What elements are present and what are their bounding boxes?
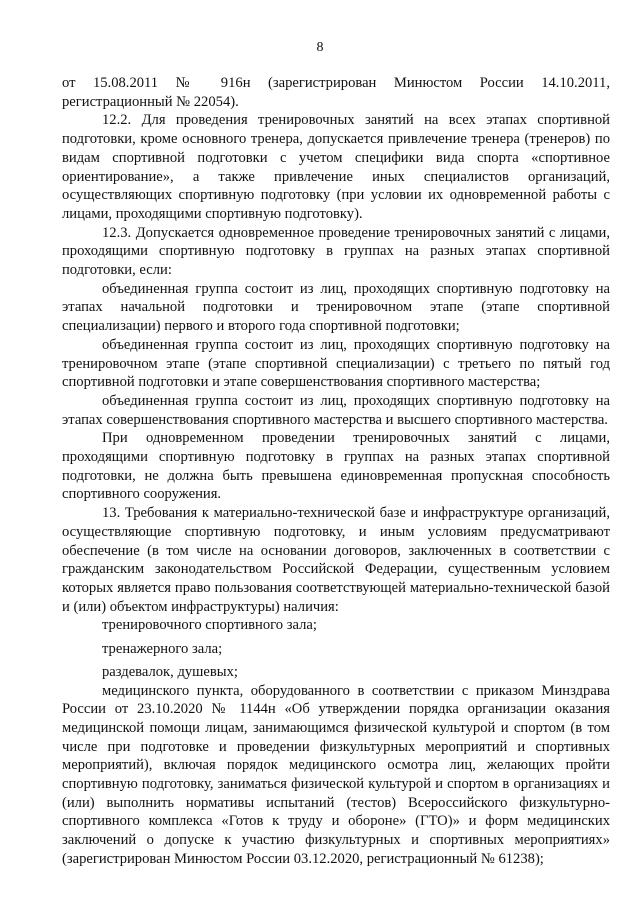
list-item: тренировочного спортивного зала; bbox=[102, 617, 317, 634]
page-number: 8 bbox=[316, 40, 324, 55]
paragraph-combined-group-3: объединенная группа состоит из лиц, проходящих спортивную подготовку на этапах совершенствования спортивного мастерства и высшего спортивного мастерства. bbox=[62, 392, 610, 428]
list-item: раздевалок, душевых; bbox=[102, 663, 238, 680]
facility-list bbox=[62, 616, 610, 681]
paragraph-13: 13. Требования к материально-технической базе и инфраструктуре организаций, осуществляющие спортивную подготовку, и иным условиям предусматривают обеспечение (в том числе на основании договоров, заключенных в соответствии с гражданским законодательством Российской Федерации, существенным условием которых является право пользования соответствующей материально-технической базой и (или) объектом инфраструктуры) наличия: bbox=[62, 505, 610, 615]
paragraph-12-3: 12.3. Допускается одновременное проведение тренировочных занятий с лицами, проходящими спортивную подготовку в группах на разных этапах спортивной подготовки, если: bbox=[62, 224, 610, 279]
paragraph-medical-point: медицинского пункта, оборудованного в соответствии с приказом Минздрава России от 23.10.2020 № 1144н «Об утверждении порядка организации оказания медицинской помощи лицам, занимающимся физической культурой и спортом (в том числе при подготовке и проведении физкультурных мероприятий и спортивных мероприятий), включая порядок медицинского осмотра лиц, желающих пройти спортивную подготовку, заниматься физической культурой и спортом в организациях и (или) выполнить нормативы испытаний (тестов) Всероссийского физкультурно-спортивного комплекса «Готов к труду и обороне» (ГТО)» и форм медицинских заключений о допуске к участию физкультурных и спортивных мероприятиях» (зарегистрирован Минюстом России 03.12.2020, регистрационный № 61238); bbox=[62, 682, 610, 867]
paragraph-12-2: 12.2. Для проведения тренировочных занятий на всех этапах спортивной подготовки, кроме основного тренера, допускается привлечение тренера (тренеров) по видам спортивной подготовки с учетом специфики вида спорта «спортивное ориентирование», а также привлечение иных специалистов организаций, осуществляющих спортивную подготовку (при условии их одновременной работы с лицами, проходящими спортивную подготовку). bbox=[62, 112, 610, 222]
paragraph-combined-group-1: объединенная группа состоит из лиц, проходящих спортивную подготовку на этапах начальной подготовки и тренировочном этапе (этапе спортивной специализации) первого и второго года спортивной подготовки; bbox=[62, 280, 610, 335]
paragraph-capacity: При одновременном проведении тренировочных занятий с лицами, проходящими спортивную подготовку в группах на разных этапах спортивной подготовки, не должна быть превышена единовременная пропускная способность спортивного сооружения. bbox=[62, 430, 610, 503]
paragraph-combined-group-2: объединенная группа состоит из лиц, проходящих спортивную подготовку на тренировочном этапе (этапе спортивной специализации) с третьего по пятый год спортивной подготовки и этапе совершенствования спортивного мастерства; bbox=[62, 336, 610, 391]
list-item: тренажерного зала; bbox=[102, 640, 223, 657]
paragraph-continuation: от 15.08.2011 № 916н (зарегистрирован Минюстом России 14.10.2011, регистрационный № 22054). bbox=[62, 75, 610, 110]
document-body bbox=[62, 74, 610, 869]
